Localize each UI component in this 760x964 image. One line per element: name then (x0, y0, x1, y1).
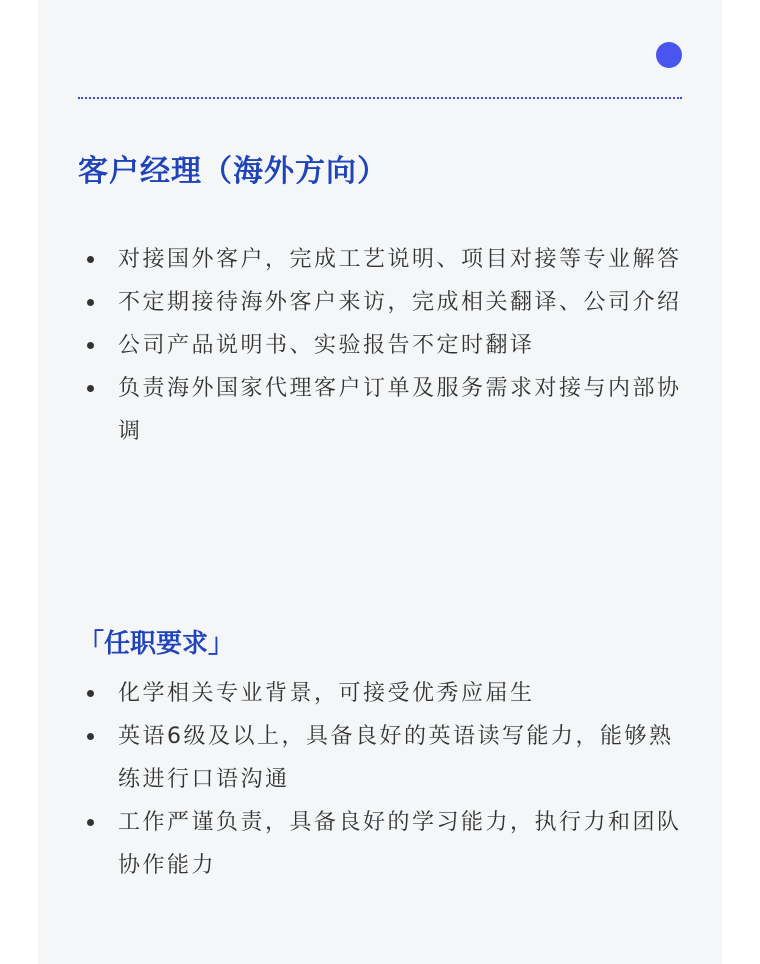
bullet-icon (87, 385, 94, 392)
duty-text: 不定期接待海外客户来访，完成相关翻译、公司介绍 (118, 290, 682, 315)
bullet-icon (87, 299, 94, 306)
duty-text: 公司产品说明书、实验报告不定时翻译 (118, 333, 535, 358)
list-item (78, 324, 682, 367)
list-item (78, 367, 682, 453)
dotted-divider (78, 97, 682, 99)
job-title: 客户经理（海外方向） (78, 154, 388, 189)
list-item (78, 801, 682, 887)
list-item (78, 715, 682, 801)
duty-text: 对接国外客户，完成工艺说明、项目对接等专业解答 (118, 247, 682, 272)
requirements-title: 「任职要求」 (78, 629, 235, 659)
accent-dot (656, 42, 682, 68)
requirement-text: 化学相关专业背景，可接受优秀应届生 (118, 681, 535, 706)
list-item (78, 238, 682, 281)
bullet-icon (87, 690, 94, 697)
bullet-icon (87, 342, 94, 349)
requirement-text: 工作严谨负责，具备良好的学习能力，执行力和团队协作能力 (118, 810, 682, 878)
list-item (78, 672, 682, 715)
duty-text: 负责海外国家代理客户订单及服务需求对接与内部协调 (118, 376, 682, 444)
bullet-icon (87, 733, 94, 740)
list-item (78, 281, 682, 324)
requirement-text: 英语6级及以上，具备良好的英语读写能力，能够熟练进行口语沟通 (118, 724, 674, 792)
requirements-list (78, 672, 682, 887)
job-card (38, 0, 722, 964)
bullet-icon (87, 256, 94, 263)
bullet-icon (87, 819, 94, 826)
duties-list (78, 238, 682, 453)
